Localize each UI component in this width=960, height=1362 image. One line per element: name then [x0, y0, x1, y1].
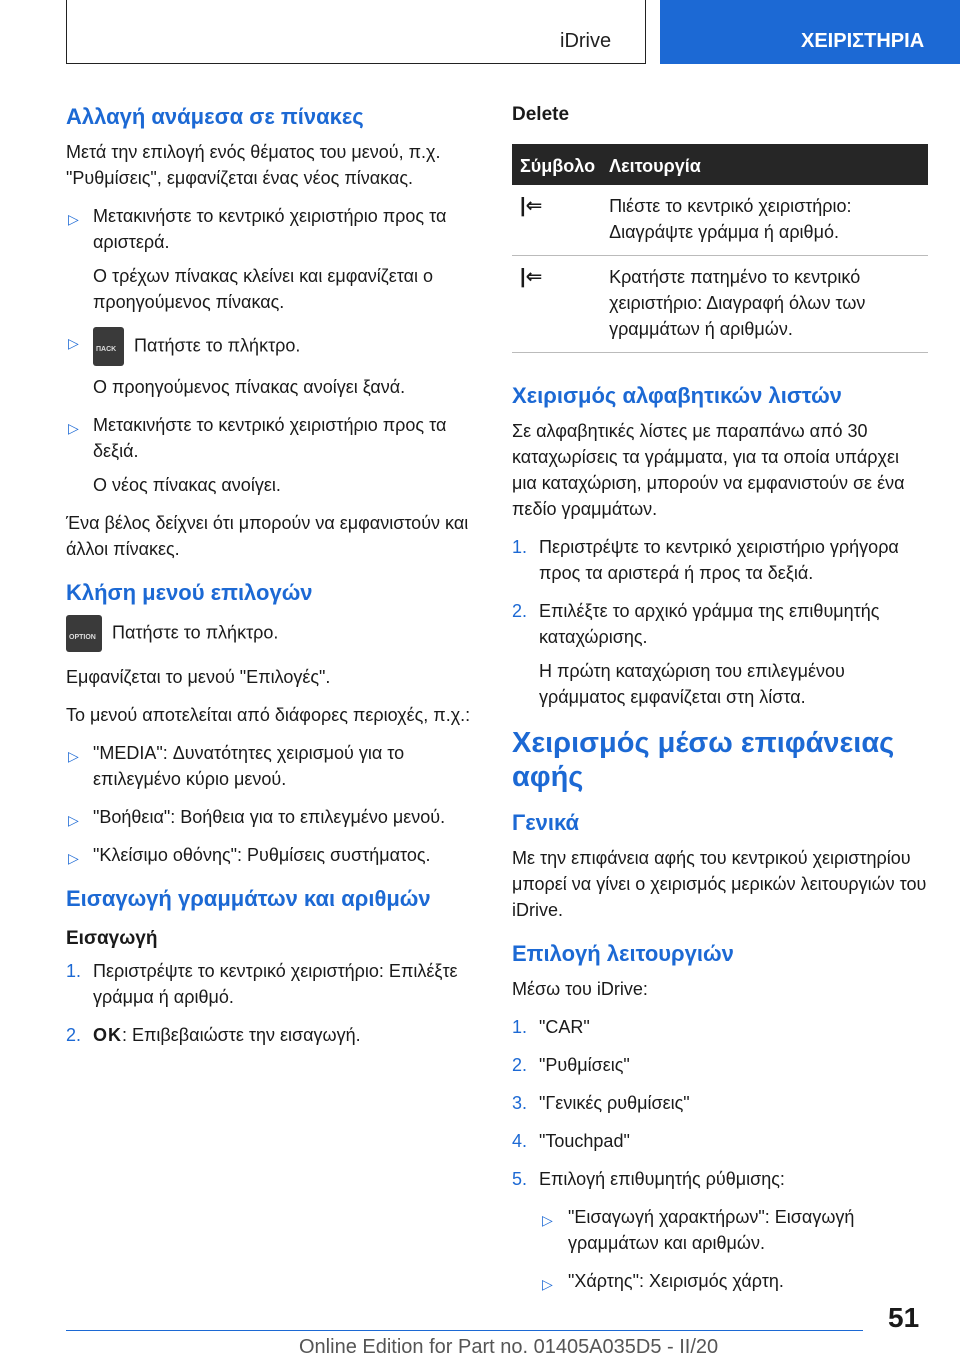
page-number: 51 [888, 1302, 920, 1333]
bullet-text: Πατήστε το πλήκτρο. [134, 335, 301, 356]
option-key-label: OPTION [69, 634, 96, 641]
triangle-bullet-icon: ▷ [68, 850, 79, 866]
triangle-bullet-icon: ▷ [68, 812, 79, 828]
heading-alpha-lists: Χειρισμός αλφαβητικών λιστών [512, 383, 842, 408]
item-text: "Γενικές ρυθμίσεις" [539, 1093, 690, 1113]
item-number: 2. [512, 601, 528, 621]
numbered-item [512, 1014, 928, 1040]
para-options-2: Το μενού αποτελείται από διάφορες περιοχές, π.χ.: [66, 705, 471, 725]
bullet-subtext: Ο νέος πίνακας ανοίγει. [93, 475, 281, 495]
table-row [512, 185, 928, 256]
triangle-bullet-icon: ▷ [68, 748, 79, 764]
item-number: 2. [66, 1025, 82, 1045]
numbered-item [512, 534, 928, 586]
right-column [512, 104, 928, 1306]
footer-edition: Online Edition for Part no. 01405A035D5 - II/20 [299, 1336, 719, 1358]
numbered-item [66, 1022, 471, 1048]
bullet-text: "Βοήθεια": Βοήθεια για το επιλεγμένο μενού. [93, 807, 446, 827]
header-chapter-label: ΧΕΙΡΙΣΤΗΡΙΑ [801, 30, 925, 52]
delete-all-icon: |⇐ [520, 266, 543, 288]
item-text: "CAR" [539, 1017, 590, 1037]
heading-change-panels: Αλλαγή ανάμεσα σε πίνακες [66, 104, 364, 129]
heading-general: Γενικά [512, 810, 580, 835]
numbered-item [512, 1090, 928, 1116]
table-cell-text: Πιέστε το κεντρικό χειριστήριο: Διαγράψτε γράμμα ή αριθμό. [601, 185, 928, 256]
bullet-text: Μετακινήστε το κεντρικό χειριστήριο προς τα δεξιά. [93, 415, 447, 461]
bullet-text: "Κλείσιμο οθόνης": Ρυθμίσεις συστήματος. [93, 845, 431, 865]
header-section: iDrive [560, 30, 612, 52]
para-options-1: Εμφανίζεται το μενού "Επιλογές". [66, 667, 331, 687]
numbered-item [512, 1166, 928, 1192]
item-text: "Ρυθμίσεις" [539, 1055, 630, 1075]
ok-symbol-icon: OK [93, 1025, 122, 1045]
item-number: 1. [512, 537, 528, 557]
triangle-bullet-icon: ▷ [542, 1212, 553, 1228]
heading-input: Εισαγωγή γραμμάτων και αριθμών [66, 886, 431, 911]
bullet-text: "MEDIA": Δυνατότητες χειρισμού για το επιλεγμένο κύριο μενού. [93, 743, 405, 789]
table-row [512, 256, 928, 353]
table-cell-symbol [512, 256, 601, 353]
bullet-item [66, 740, 471, 792]
triangle-bullet-icon: ▷ [68, 211, 79, 227]
heading-select-functions: Επιλογή λειτουργιών [512, 941, 734, 966]
bullet-item [66, 804, 471, 830]
item-number: 1. [66, 961, 82, 981]
para-alpha: Σε αλφαβητικές λίστες με παραπάνω από 30 καταχωρίσεις τα γράμματα, για τα οποία υπάρχει μια καταχώριση, μπορούν να εμφανιστούν σε ένα πεδίο γραμμάτων. [512, 421, 905, 519]
heading-touchpad: Χειρισμός μέσω επιφάνειας αφής [512, 727, 895, 793]
para-general: Με την επιφάνεια αφής του κεντρικού χειριστηρίου μπορεί να γίνει ο χειρισμός μερικών λειτουργιών του iDrive. [512, 848, 927, 920]
table-header-row [512, 144, 928, 185]
numbered-item [66, 958, 471, 1010]
table-header-function: Λειτουργία [601, 144, 928, 185]
item-number: 1. [512, 1017, 528, 1037]
item-number: 4. [512, 1131, 528, 1151]
triangle-bullet-icon: ▷ [68, 335, 79, 351]
item-text: Επιλέξτε το αρχικό γράμμα της επιθυμητής καταχώρισης. [539, 601, 880, 647]
subheading-entry: Εισαγωγή [66, 928, 158, 949]
triangle-bullet-icon: ▷ [68, 420, 79, 436]
item-text: Περιστρέψτε το κεντρικό χειριστήριο γρήγορα προς τα αριστερά ή προς τα δεξιά. [539, 537, 899, 583]
nested-bullet-item [512, 1268, 928, 1294]
numbered-item [512, 1052, 928, 1078]
delete-icon: |⇐ [520, 195, 543, 217]
back-key-label: ΠΑCK [96, 346, 117, 353]
bullet-text: "Εισαγωγή χαρακτήρων": Εισαγωγή γραμμάτων και αριθμών. [568, 1207, 855, 1253]
footer-divider [66, 1330, 863, 1331]
table-cell-symbol [512, 185, 601, 256]
table-header-symbol: Σύμβολο [512, 144, 601, 185]
header-chapter-tab [660, 0, 960, 64]
heading-delete: Delete [512, 104, 570, 125]
bullet-subtext: Ο προηγούμενος πίνακας ανοίγει ξανά. [93, 377, 406, 397]
bullet-item [66, 327, 471, 366]
table-cell-text: Κρατήστε πατημένο το κεντρικό χειριστήριο: Διαγραφή όλων των γραμμάτων ή αριθμών. [601, 256, 928, 353]
numbered-item [512, 1128, 928, 1154]
bullet-text: "Χάρτης": Χειρισμός χάρτη. [568, 1271, 784, 1291]
item-text: : Επιβεβαιώστε την εισαγωγή. [122, 1025, 361, 1045]
item-number: 2. [512, 1055, 528, 1075]
item-text: "Touchpad" [539, 1131, 630, 1151]
nested-bullet-item [512, 1204, 928, 1256]
bullet-item [66, 203, 471, 255]
triangle-bullet-icon: ▷ [542, 1276, 553, 1292]
para-arrow: Ένα βέλος δείχνει ότι μπορούν να εμφανιστούν και άλλοι πίνακες. [66, 513, 469, 559]
item-text: Περιστρέψτε το κεντρικό χειριστήριο: Επιλέξτε γράμμα ή αριθμό. [93, 961, 458, 1007]
bullet-subtext: Ο τρέχων πίνακας κλείνει και εμφανίζεται ο προηγούμενος πίνακας. [93, 266, 434, 312]
item-number: 5. [512, 1169, 528, 1189]
para-change: Μετά την επιλογή ενός θέματος του μενού, π.χ. "Ρυθμίσεις", εμφανίζεται ένας νέος πίνακας. [66, 142, 441, 188]
numbered-item [512, 598, 928, 650]
bullet-item [66, 412, 471, 464]
bullet-text: Μετακινήστε το κεντρικό χειριστήριο προς τα αριστερά. [93, 206, 447, 252]
heading-options-menu: Κλήση μενού επιλογών [66, 580, 313, 605]
back-key-icon [93, 327, 124, 366]
delete-table [512, 144, 928, 353]
item-number: 3. [512, 1093, 528, 1113]
options-row [66, 615, 471, 652]
options-text: Πατήστε το πλήκτρο. [112, 622, 279, 643]
para-select: Μέσω του iDrive: [512, 979, 648, 999]
item-text: Επιλογή επιθυμητής ρύθμισης: [539, 1169, 785, 1189]
bullet-item [66, 842, 471, 868]
header-frame [66, 0, 646, 64]
option-key-icon [66, 615, 102, 652]
item-subtext: Η πρώτη καταχώριση του επιλεγμένου γράμματος εμφανίζεται στη λίστα. [539, 661, 845, 707]
left-column [66, 104, 471, 1060]
